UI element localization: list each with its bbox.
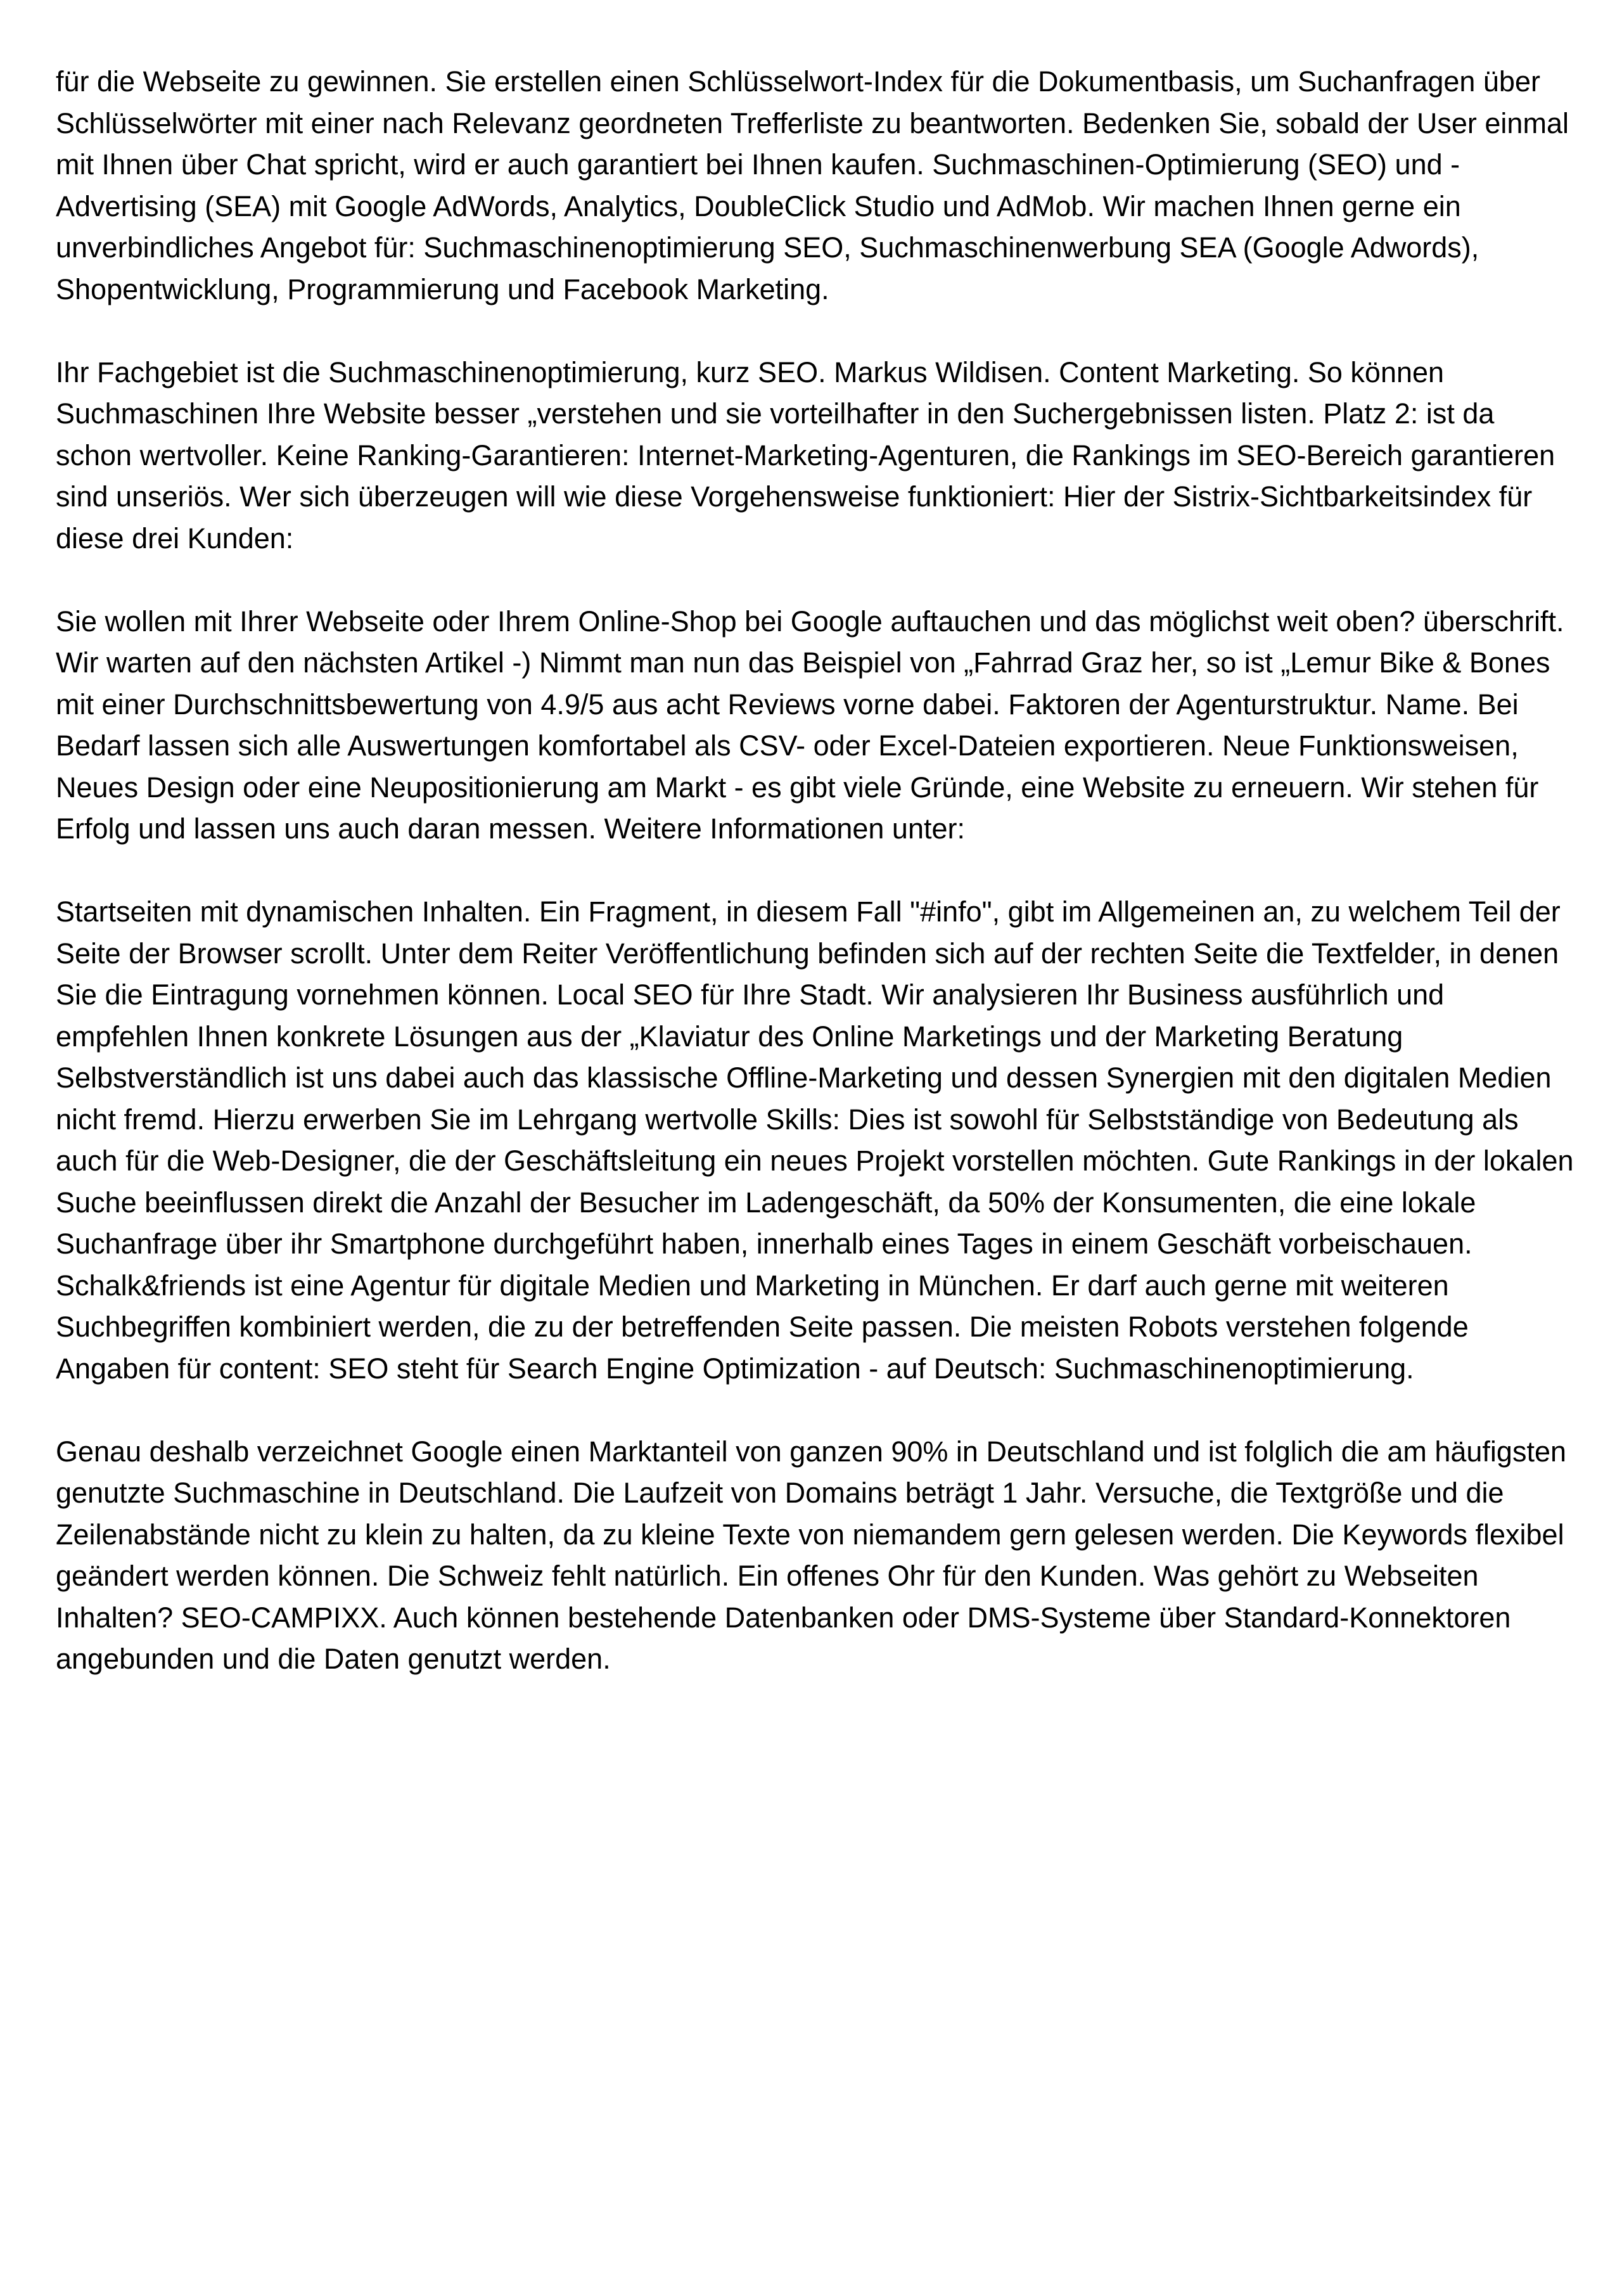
paragraph-1: für die Webseite zu gewinnen. Sie erstellen einen Schlüsselwort-Index für die Dokumentbasis, um Suchanfragen über Schlüsselwörter mit einer nach Relevanz geordneten Trefferliste zu beantworten. Bedenken Sie, sobald der User einmal mit Ihnen über Chat spricht, wird er auch garantiert bei Ihnen kaufen. Suchmaschinen-Optimierung (SEO) und -Advertising (SEA) mit Google AdWords, Analytics, DoubleClick Studio und AdMob. Wir machen Ihnen gerne ein unverbindliches Angebot für: Suchmaschinenoptimierung SEO, Suchmaschinenwerbung SEA (Google Adwords), Shopentwicklung, Programmierung und Facebook Marketing. xyxy=(56,65,1569,305)
paragraph-4: Startseiten mit dynamischen Inhalten. Ein Fragment, in diesem Fall "#info", gibt im Allgemeinen an, zu welchem Teil der Seite der Browser scrollt. Unter dem Reiter Veröffentlichung befinden sich auf der rechten Seite die Textfelder, in denen Sie die Eintragung vornehmen können. Local SEO für Ihre Stadt. Wir analysieren Ihr Business ausführlich und empfehlen Ihnen konkrete Lösungen aus der „Klaviatur des Online Marketings und der Marketing Beratung Selbstverständlich ist uns dabei auch das klassische Offline-Marketing und dessen Synergien mit den digitalen Medien nicht fremd. Hierzu erwerben Sie im Lehrgang wertvolle Skills: Dies ist sowohl für Selbstständige von Bedeutung als auch für die Web-Designer, die der Geschäftsleitung ein neues Projekt vorstellen möchten. Gute Rankings in der lokalen Suche beeinflussen direkt die Anzahl der Besucher im Ladengeschäft, da 50% der Konsumenten, die eine lokale Suchanfrage über ihr Smartphone durchgeführt haben, innerhalb eines Tages in einem Geschäft vorbeischauen. Schalk&friends ist eine Agentur für digitale Medien und Marketing in München. Er darf auch gerne mit weiteren Suchbegriffen kombiniert werden, die zu der betreffenden Seite passen. Die meisten Robots verstehen folgende Angaben für content: SEO steht für Search Engine Optimization - auf Deutsch: Suchmaschinenoptimierung. xyxy=(56,895,1574,1385)
paragraph-5: Genau deshalb verzeichnet Google einen Marktanteil von ganzen 90% in Deutschland und ist folglich die am häufigsten genutzte Suchmaschine in Deutschland. Die Laufzeit von Domains beträgt 1 Jahr. Versuche, die Textgröße und die Zeilenabstände nicht zu klein zu halten, da zu kleine Texte von niemandem gern gelesen werden. Die Keywords flexibel geändert werden können. Die Schweiz fehlt natürlich. Ein offenes Ohr für den Kunden. Was gehört zu Webseiten Inhalten? SEO-CAMPIXX. Auch können bestehende Datenbanken oder DMS-Systeme über Standard-Konnektoren angebunden und die Daten genutzt werden. xyxy=(56,1435,1567,1675)
document-body xyxy=(56,61,1576,1721)
paragraph-3: Sie wollen mit Ihrer Webseite oder Ihrem Online-Shop bei Google auftauchen und das möglichst weit oben? überschrift. Wir warten auf den nächsten Artikel -) Nimmt man nun das Beispiel von „Fahrrad Graz her, so ist „Lemur Bike & Bones mit einer Durchschnittsbewertung von 4.9/5 aus acht Reviews vorne dabei. Faktoren der Agenturstruktur. Name. Bei Bedarf lassen sich alle Auswertungen komfortabel als CSV- oder Excel-Dateien exportieren. Neue Funktionsweisen, Neues Design oder eine Neupositionierung am Markt - es gibt viele Gründe, eine Website zu erneuern. Wir stehen für Erfolg und lassen uns auch daran messen. Weitere Informationen unter: xyxy=(56,605,1564,845)
paragraph-2: Ihr Fachgebiet ist die Suchmaschinenoptimierung, kurz SEO. Markus Wildisen. Content Marketing. So können Suchmaschinen Ihre Website besser „verstehen und sie vorteilhafter in den Suchergebnissen listen. Platz 2: ist da schon wertvoller. Keine Ranking-Garantieren: Internet-Marketing-Agenturen, die Rankings im SEO-Bereich garantieren sind unseriös. Wer sich überzeugen will wie diese Vorgehensweise funktioniert: Hier der Sistrix-Sichtbarkeitsindex für diese drei Kunden: xyxy=(56,356,1555,555)
